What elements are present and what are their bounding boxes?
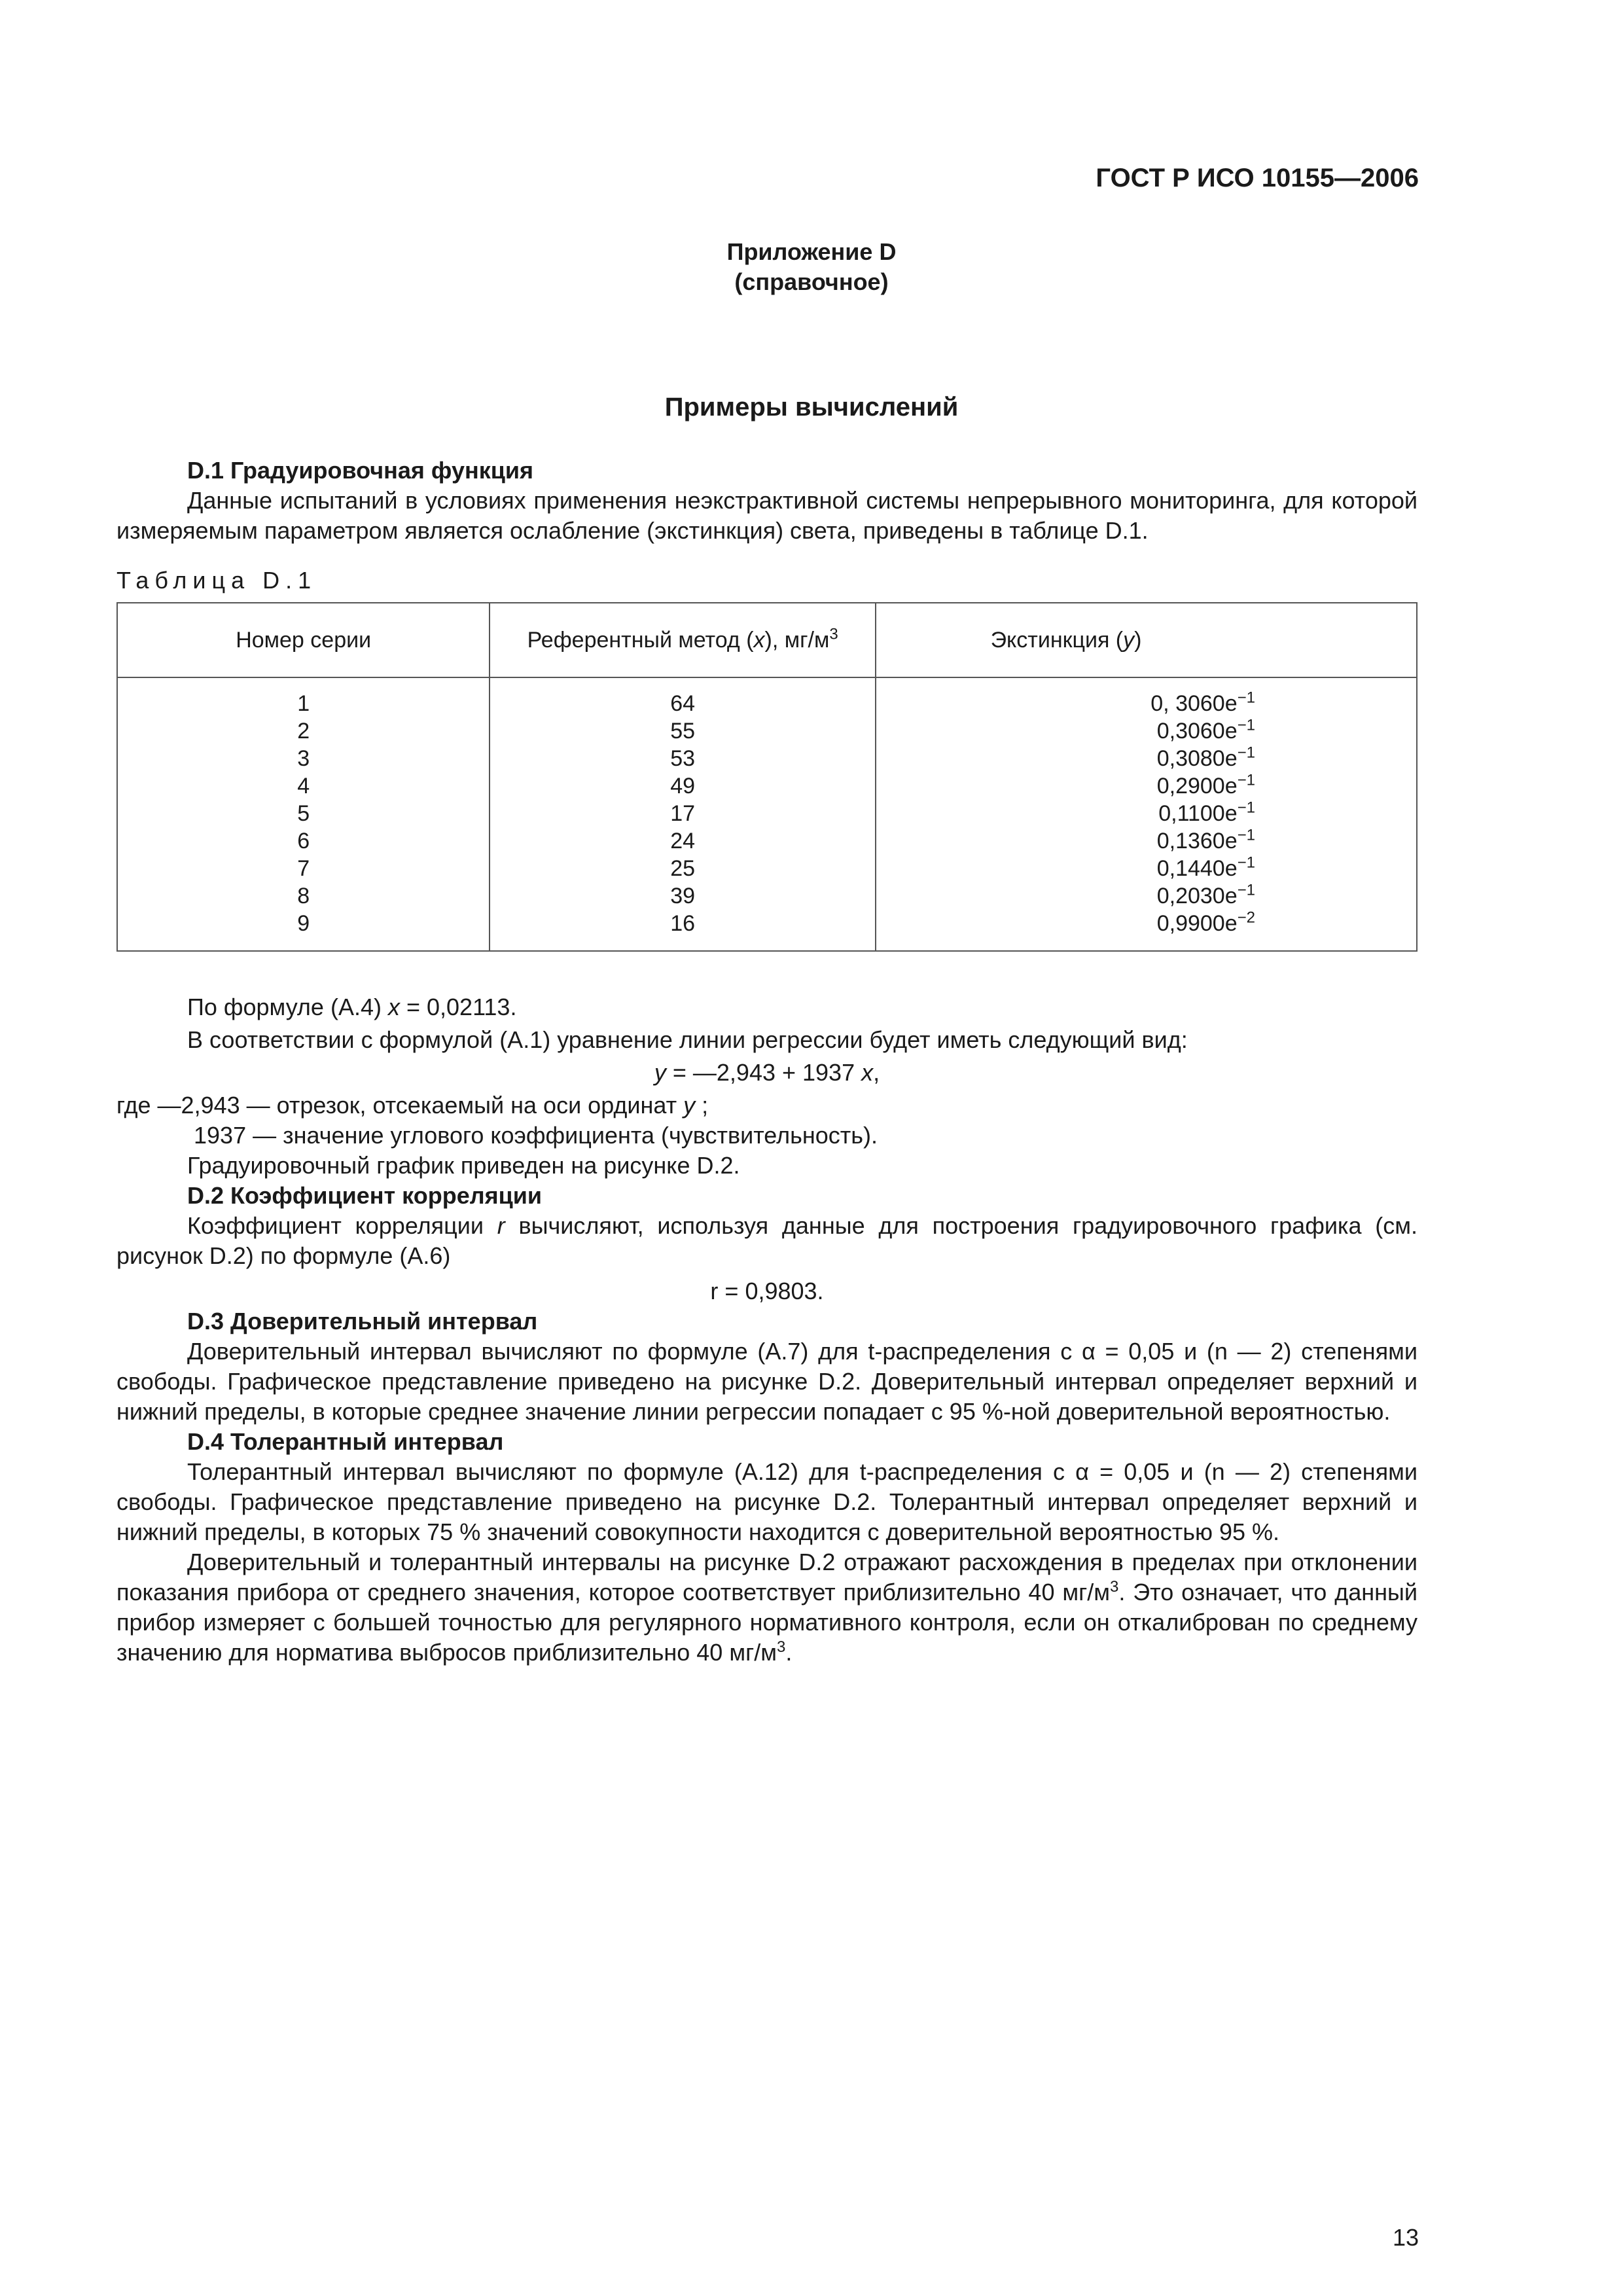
series-cell: 9 (297, 911, 310, 936)
extinction-column (876, 677, 1417, 951)
formula-a4-line: По формуле (A.4) x = 0,02113. (187, 994, 517, 1020)
extinction-cell: $0,1360e^{-1}$ (1156, 826, 1255, 853)
header-reference-method: Референтный метод (x), $мг/м^3$ (490, 603, 876, 677)
extinction-cell: $0,1440e^{-1}$ (1156, 853, 1255, 881)
regression-equation: y = —2,943 + 1937 x, (654, 1059, 880, 1086)
d2-paragraph: Коэффициент корреляции r вычисляют, используя данные для построения градуировочного графика (см. рисунок D.2) по формуле (A.6) (116, 1212, 1418, 1269)
appendix-label: Приложение D (726, 238, 897, 265)
reference-cell: 49 (670, 774, 696, 798)
where-intercept: где —2,943 — отрезок, отсекаемый на оси ординат y ; (116, 1092, 709, 1119)
series-cell: 1 (297, 691, 310, 716)
d3-paragraph: Доверительный интервал вычисляют по формуле (A.7) для t-распределения с α = 0,05 и (n — 2) степенями свободы. Графическое представление приведено на рисунке D.2. Доверительный интервал определяет верхний и нижний пределы, в которые среднее значение линии регрессии попадает с 95 %-ной доверительной вероятностью. (116, 1338, 1418, 1425)
d1-intro-paragraph: Данные испытаний в условиях применения неэкстрактивной системы непрерывного мониторинга, для которой измеряемым параметром является ослабление (экстинкция) света, приведены в таблице D.1. (116, 487, 1418, 544)
series-cell: 3 (297, 746, 310, 771)
extinction-cell: 0, $3060e^{-1}$ (1150, 689, 1255, 716)
standard-designation: ГОСТ Р ИСО 10155—2006 (1096, 164, 1419, 192)
reference-cell: 24 (670, 829, 696, 853)
extinction-cell: $0,3080e^{-1}$ (1156, 744, 1255, 771)
d4-paragraph: Толерантный интервал вычисляют по формуле (A.12) для t-распределения с α = 0,05 и (n — 2) степенями свободы. Графическое представление приведено на рисунке D.2. Толерантный интервал определяет верхний и нижний пределы, в которых 75 % значений совокупности находится с доверительной вероятностью 95 %. (116, 1458, 1418, 1545)
reference-cell: 55 (670, 719, 696, 744)
correlation-formula: r = 0,9803. (710, 1278, 824, 1304)
extinction-cell: $0,9900e^{-2}$ (1156, 908, 1255, 936)
section-heading-d4: D.4 Толерантный интервал (187, 1428, 504, 1455)
series-cell: 2 (297, 719, 310, 744)
series-cell: 4 (297, 774, 310, 798)
appendix-status: (справочное) (734, 268, 889, 295)
reference-column (490, 677, 876, 951)
header-series: Номер серии (117, 603, 490, 677)
extinction-cell: $0,2030e^{-1}$ (1156, 881, 1255, 908)
section-heading-d2: D.2 Коэффициент корреляции (187, 1182, 542, 1209)
reference-cell: 25 (670, 856, 696, 881)
section-heading-d1: D.1 Градуировочная функция (187, 457, 533, 484)
reference-cell: 39 (670, 884, 696, 908)
table-header-row (117, 603, 1417, 677)
reference-cell: 16 (670, 911, 696, 936)
series-cell: 8 (297, 884, 310, 908)
reference-cell: 64 (670, 691, 696, 716)
page-title: Примеры вычислений (664, 393, 959, 422)
header-extinction: Экстинкция (y) (876, 603, 1417, 677)
table-body-row (117, 677, 1417, 951)
appendix-heading (0, 237, 1623, 297)
d4-conclusion-paragraph: Доверительный и толерантный интервалы на рисунке D.2 отражают расхождения в пределах при отклонении показания прибора от среднего значения, которое соответствует приблизительно 40 $мг/м^3$. Это означает, что данный прибор измеряет с большей точностью для регулярного нормативного контроля, если он откалиброван по среднему значению для норматива выбросов приблизительно 40 $мг/м^3$. (116, 1549, 1418, 1666)
page-number: 13 (1392, 2224, 1419, 2251)
where-slope: 1937 — значение углового коэффициента (чувствительность). (194, 1122, 878, 1149)
reference-cell: 53 (670, 746, 696, 771)
extinction-cell: $0,3060e^{-1}$ (1156, 716, 1255, 744)
content-body (116, 456, 1418, 1668)
series-column (117, 677, 490, 951)
regression-intro: В соответствии с формулой (A.1) уравнение линии регрессии будет иметь следующий вид: (187, 1026, 1188, 1053)
reference-cell: 17 (670, 801, 696, 826)
data-table-d1 (116, 602, 1418, 952)
series-cell: 7 (297, 856, 310, 881)
table-caption: Таблица D.1 (116, 567, 317, 594)
extinction-cell: $0,1100e^{-1}$ (1158, 798, 1255, 826)
series-cell: 6 (297, 829, 310, 853)
extinction-cell: $0,2900e^{-1}$ (1156, 771, 1255, 798)
series-cell: 5 (297, 801, 310, 826)
section-heading-d3: D.3 Доверительный интервал (187, 1308, 538, 1335)
graph-reference: Градуировочный график приведен на рисунке D.2. (187, 1152, 740, 1179)
